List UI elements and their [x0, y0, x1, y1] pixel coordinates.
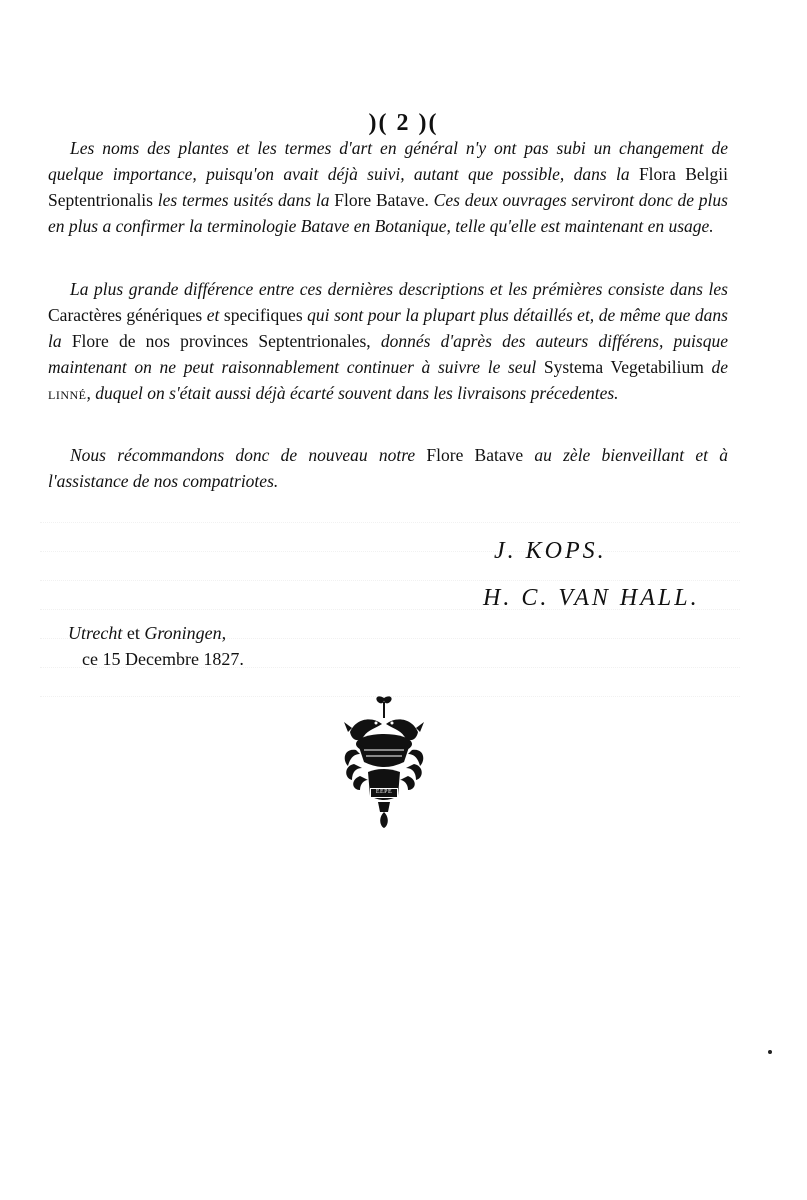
p2-flore-provinces: Flore de nos provinces Septentrionales, — [71, 331, 371, 351]
p2-linne: linné — [48, 383, 87, 403]
paragraph-terminology — [48, 135, 728, 239]
p2-text-4: donnés d'après des auteurs différens, puisque maintenant on ne peut raisonnablement continuer à suivre le seul — [48, 331, 728, 377]
p2-systema-vegetabilium: Systema Vegetabilium — [543, 357, 704, 377]
p1-text-1: Les noms des plantes et les termes d'art en général n'y ont pas subi un changement de quelque importance, puisqu'on avait déjà suivi, autant que possible, dans la — [48, 138, 728, 184]
p1-text-3: Ces deux ouvrages serviront donc de plus en plus a confirmer la terminologie Batave en Botanique, telle qu'elle est maintenant en usage. — [48, 190, 728, 236]
ink-speck — [768, 1050, 772, 1054]
date-line: ce 15 Decembre 1827. — [82, 649, 244, 669]
paragraph-differences — [48, 276, 728, 406]
p2-text-5: de — [703, 357, 729, 377]
signature-kops: J. KOPS. — [494, 538, 607, 564]
p2-text-2: et — [202, 305, 224, 325]
ornamental-birds-urn-icon — [338, 692, 430, 832]
paragraph-recommendation — [48, 442, 728, 494]
p2-specifiques: specifiques — [223, 305, 303, 325]
page-number-header: )( 2 )( — [368, 110, 439, 136]
place-utrecht: Utrecht — [68, 623, 123, 643]
p2-text-1: La plus grande différence entre ces dernières descriptions et les prémières consiste dans les — [70, 279, 728, 299]
signature-van-hall: H. C. VAN HALL. — [483, 585, 700, 611]
p3-flore-batave: Flore Batave — [426, 445, 524, 465]
p2-text-6: , duquel on s'était aussi déjà écarté souvent dans les livraisons précedentes. — [86, 383, 619, 403]
p1-flore-batave: Flore Batave. — [334, 190, 429, 210]
place-line — [68, 620, 226, 646]
p3-text-1: Nous récommandons donc de nouveau notre — [70, 445, 427, 465]
vignette-inscription: EEPE — [375, 789, 393, 795]
p2-text-3: qui sont pour la plupart plus détaillés et, de même que dans la — [48, 305, 728, 351]
place-conjunction: et — [122, 623, 145, 643]
p3-text-2: au zèle bienveillant et à l'assistance de nos compatriotes. — [48, 445, 728, 491]
p1-flora-belgii: Flora Belgii Septentrionalis — [48, 164, 728, 210]
p1-text-2: les termes usités dans la — [152, 190, 335, 210]
p2-caracteres-generiques: Caractères génériques — [48, 305, 203, 325]
place-groningen: Groningen, — [144, 623, 227, 643]
